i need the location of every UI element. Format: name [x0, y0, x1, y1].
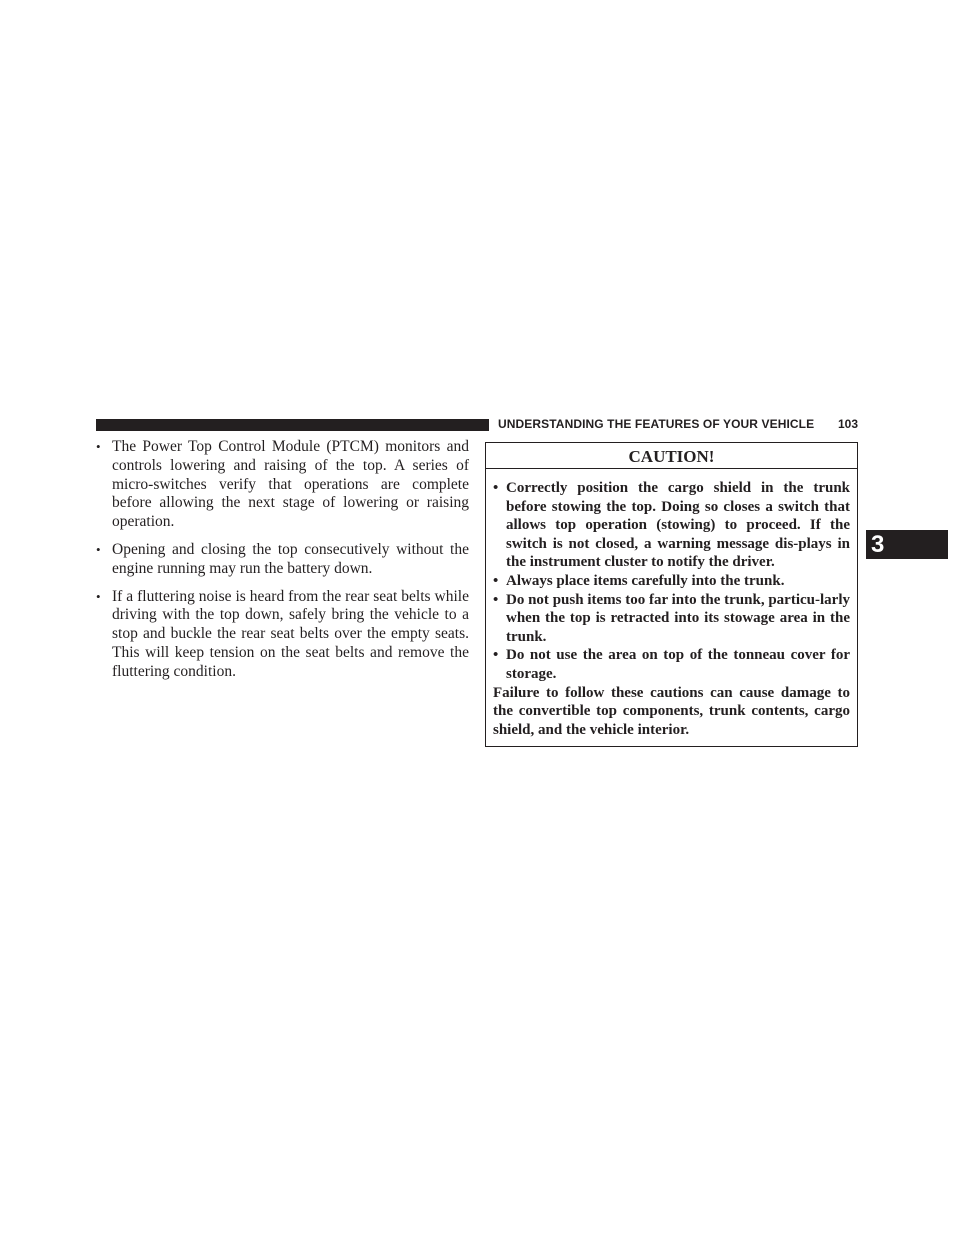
bullet-icon: •	[493, 572, 499, 589]
list-item	[96, 438, 469, 532]
section-title: UNDERSTANDING THE FEATURES OF YOUR VEHICLE	[498, 417, 815, 431]
header-rule	[96, 419, 489, 431]
chapter-tab	[866, 530, 948, 559]
caution-item	[493, 572, 850, 591]
caution-item	[493, 646, 850, 683]
caution-item-text: Do not push items too far into the trunk, particu-larly when the top is retracted into its stowage area in the trunk.	[506, 591, 850, 645]
list-item-text: Opening and closing the top consecutively without the engine running may run the battery down.	[112, 540, 469, 577]
caution-body	[486, 469, 857, 739]
list-item	[96, 541, 469, 579]
bullet-icon: •	[96, 588, 101, 604]
caution-item-text: Correctly position the cargo shield in the trunk before stowing the top. Doing so closes a switch that allows top operation (stowing) to proceed. If the switch is not closed, a warning message dis-plays in the instrument cluster to notify the driver.	[506, 480, 850, 571]
bullet-icon: •	[493, 647, 499, 664]
caution-box	[485, 442, 858, 747]
chapter-number: 3	[871, 531, 885, 558]
caution-item	[493, 591, 850, 647]
bullet-icon: •	[96, 439, 101, 454]
page-number: 103	[838, 417, 859, 431]
caution-title: CAUTION!	[486, 443, 857, 469]
bullet-icon: •	[493, 480, 499, 496]
left-column	[96, 438, 469, 691]
list-item	[96, 588, 469, 682]
bullet-icon: •	[493, 591, 499, 608]
bullet-icon: •	[96, 541, 101, 557]
list-item-text: The Power Top Control Module (PTCM) monitors and controls lowering and raising of the top. A series of micro-switches verify that operations are complete before allowing the next stage of lowering or raising operation.	[112, 438, 469, 531]
caution-item	[493, 479, 850, 572]
list-item-text: If a fluttering noise is heard from the rear seat belts while driving with the top down, safely bring the vehicle to a stop and buckle the rear seat belts over the empty seats. This will keep tension on the seat belts and remove the fluttering condition.	[112, 587, 469, 680]
caution-footer: Failure to follow these cautions can cause damage to the convertible top components, trunk contents, cargo shield, and the vehicle interior.	[493, 684, 850, 738]
caution-item-text: Do not use the area on top of the tonneau cover for storage.	[506, 647, 850, 682]
caution-item-text: Always place items carefully into the trunk.	[506, 572, 785, 589]
